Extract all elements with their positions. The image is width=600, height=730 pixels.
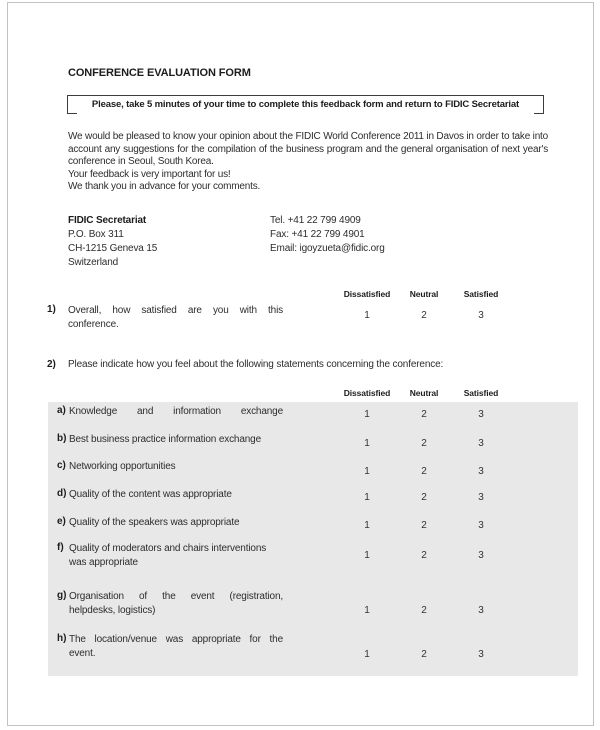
contact-tel: Tel. +41 22 799 4909 xyxy=(270,215,361,226)
row-letter: b) xyxy=(57,433,67,444)
statement-line: conference. xyxy=(68,319,119,330)
row-statement xyxy=(69,590,283,618)
rating-value-satisfied: 3 xyxy=(478,492,484,503)
statement-line: The location/venue was appropriate for the xyxy=(69,634,283,645)
rating-value-satisfied: 3 xyxy=(478,649,484,660)
rating-value-satisfied: 3 xyxy=(478,550,484,561)
thanks-line: We thank you in advance for your comments. xyxy=(68,181,261,192)
contact-address-line: P.O. Box 311 xyxy=(68,229,124,240)
row-letter: f) xyxy=(57,542,64,553)
rating-value-dissatisfied: 1 xyxy=(364,492,370,503)
rating-value-dissatisfied: 1 xyxy=(364,605,370,616)
contact-block-phone xyxy=(270,214,385,256)
rating-value-satisfied: 3 xyxy=(478,605,484,616)
rating-value-dissatisfied: 1 xyxy=(364,520,370,531)
contact-email: Email: igoyzueta@fidic.org xyxy=(270,243,385,254)
rating-header-satisfied: Satisfied xyxy=(463,289,499,299)
row-letter: h) xyxy=(57,633,67,644)
table-header-neutral: Neutral xyxy=(409,388,439,398)
row-letter: a) xyxy=(57,405,66,416)
rating-value-satisfied: 3 xyxy=(478,438,484,449)
table-header-dissatisfied: Dissatisfied xyxy=(343,388,391,398)
contact-fax: Fax: +41 22 799 4901 xyxy=(270,229,365,240)
contact-block-address xyxy=(68,214,157,270)
row-statement xyxy=(69,488,283,502)
contact-org: FIDIC Secretariat xyxy=(68,215,147,226)
statement-line: Best business practice information exchange xyxy=(69,434,261,445)
row-statement xyxy=(69,633,283,661)
notice-box xyxy=(67,95,544,114)
rating-value-neutral: 2 xyxy=(421,310,427,321)
rating-value-dissatisfied: 1 xyxy=(364,438,370,449)
row-statement xyxy=(69,405,283,419)
statement-line: helpdesks, logistics) xyxy=(69,605,156,616)
rating-value-neutral: 2 xyxy=(421,550,427,561)
row-statement xyxy=(69,542,283,570)
rating-value-neutral: 2 xyxy=(421,605,427,616)
rating-value-satisfied: 3 xyxy=(478,310,484,321)
row-statement xyxy=(69,433,283,447)
rating-value-dissatisfied: 1 xyxy=(364,649,370,660)
feedback-line: Your feedback is very important for us! xyxy=(68,168,231,180)
statement-line: Quality of the content was appropriate xyxy=(69,489,232,500)
statement-line: Overall, how satisfied are you with this xyxy=(68,305,283,316)
statement-line: Quality of moderators and chairs interventions xyxy=(69,543,267,554)
statement-line: event. xyxy=(69,648,96,659)
q1-statement xyxy=(68,304,283,332)
rating-value-dissatisfied: 1 xyxy=(364,310,370,321)
row-letter: g) xyxy=(57,590,67,601)
contact-address-line: Switzerland xyxy=(68,257,119,268)
rating-value-satisfied: 3 xyxy=(478,466,484,477)
row-letter: d) xyxy=(57,488,67,499)
rating-value-dissatisfied: 1 xyxy=(364,550,370,561)
intro-body: We would be pleased to know your opinion about the FIDIC World Conference 2011 in Davos in order to take into account any suggestions for the compilation of the business program and the general organisation of next year's conference in Seoul, South Korea. xyxy=(68,131,548,167)
page-title: CONFERENCE EVALUATION FORM xyxy=(68,67,251,79)
q2-text: Please indicate how you feel about the following statements concerning the conference: xyxy=(68,359,444,370)
rating-value-satisfied: 3 xyxy=(478,409,484,420)
rating-value-neutral: 2 xyxy=(421,466,427,477)
rating-value-neutral: 2 xyxy=(421,409,427,420)
row-letter: e) xyxy=(57,516,66,527)
table-header-satisfied: Satisfied xyxy=(463,388,499,398)
q1-number: 1) xyxy=(47,304,56,315)
statement-line: Networking opportunities xyxy=(69,461,176,472)
intro-paragraph xyxy=(68,131,548,194)
rating-header-dissatisfied: Dissatisfied xyxy=(343,289,391,299)
row-statement xyxy=(69,460,283,474)
statement-line: Organisation of the event (registration, xyxy=(69,591,283,602)
row-letter: c) xyxy=(57,460,66,471)
statement-line: Knowledge and information exchange xyxy=(69,406,283,417)
rating-value-neutral: 2 xyxy=(421,492,427,503)
rating-header-neutral: Neutral xyxy=(409,289,439,299)
rating-value-dissatisfied: 1 xyxy=(364,409,370,420)
q2-number: 2) xyxy=(47,359,56,370)
contact-address-line: CH-1215 Geneva 15 xyxy=(68,243,158,254)
rating-value-satisfied: 3 xyxy=(478,520,484,531)
rating-value-neutral: 2 xyxy=(421,438,427,449)
statement-line: Quality of the speakers was appropriate xyxy=(69,517,240,528)
statement-line: was appropriate xyxy=(69,557,138,568)
row-statement xyxy=(69,516,283,530)
rating-value-dissatisfied: 1 xyxy=(364,466,370,477)
rating-value-neutral: 2 xyxy=(421,649,427,660)
rating-value-neutral: 2 xyxy=(421,520,427,531)
notice-text: Please, take 5 minutes of your time to complete this feedback form and return to FIDIC Secretariat xyxy=(91,99,520,110)
